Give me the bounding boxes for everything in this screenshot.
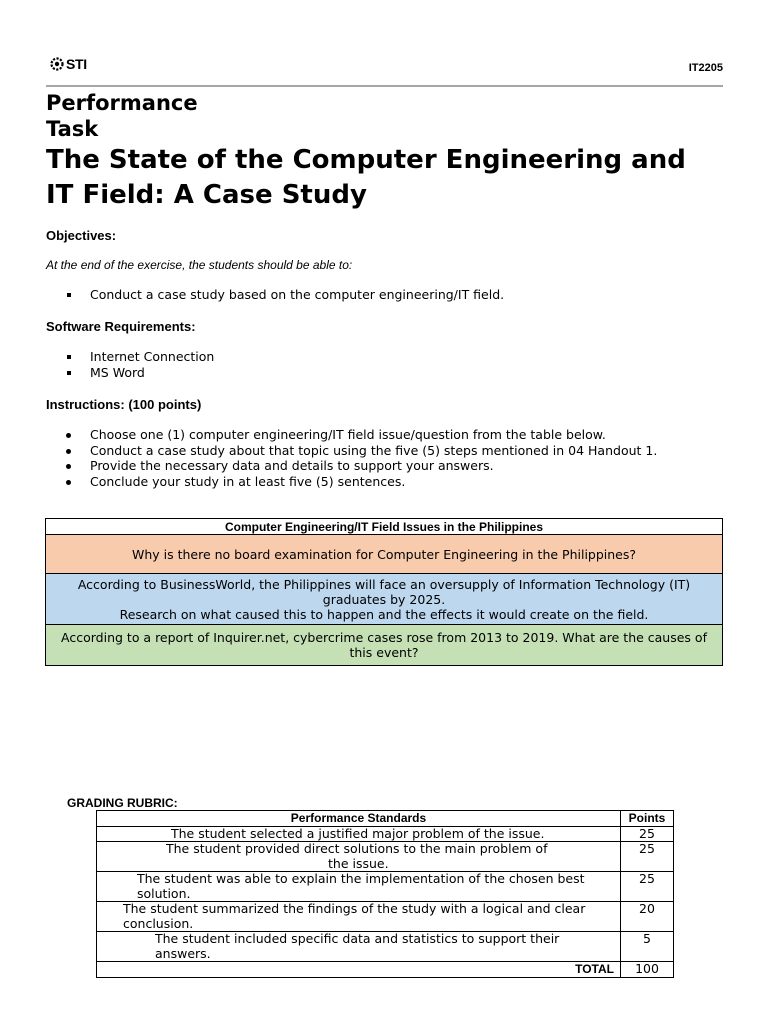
issue-text: Research on what caused this to happen and the effects it would create on the field. — [119, 606, 649, 622]
table-row — [46, 625, 723, 666]
issue-text: According to a report of Inquirer.net, cybercrime cases rose from 2013 to 2019. What are the causes of — [61, 630, 707, 645]
grading-rubric-table — [96, 810, 674, 978]
points-cell: 25 — [621, 826, 674, 842]
software-requirements-list — [62, 349, 214, 380]
standard-cell — [97, 872, 621, 902]
list-item: Choose one (1) computer engineering/IT field issue/question from the table below. — [62, 427, 657, 443]
issues-table-header-row — [46, 519, 723, 535]
points-column-header: Points — [621, 811, 674, 827]
standard-text: The student was able to explain the implementation of the chosen best — [137, 871, 585, 886]
standards-column-header: Performance Standards — [97, 811, 621, 827]
standard-text: The student summarized the findings of the study with a logical and clear — [123, 901, 586, 916]
document-title-line: IT Field: A Case Study — [46, 180, 367, 210]
standard-text: conclusion. — [123, 915, 194, 931]
issue-text: According to BusinessWorld, the Philippines will face an oversupply of Information Technology (IT) — [77, 576, 691, 592]
objectives-intro: At the end of the exercise, the students should be able to: — [46, 258, 353, 272]
instructions-list — [62, 427, 657, 489]
document-title-line: The State of the Computer Engineering and — [46, 145, 686, 175]
list-item: Internet Connection — [62, 349, 214, 365]
standard-text: answers. — [155, 945, 211, 961]
document-type — [46, 90, 246, 142]
page-header — [46, 56, 723, 78]
table-row — [46, 574, 723, 625]
list-item: Conduct a case study about that topic using the five (5) steps mentioned in 04 Handout 1. — [62, 443, 657, 459]
table-row — [97, 932, 674, 962]
points-cell: 25 — [621, 842, 674, 872]
instructions-heading: Instructions: (100 points) — [46, 397, 202, 412]
table-row — [97, 842, 674, 872]
sti-logo-icon — [50, 57, 64, 71]
issue-cell-it-oversupply — [46, 574, 723, 625]
document-title — [46, 143, 726, 213]
points-cell: 25 — [621, 872, 674, 902]
software-requirements-heading: Software Requirements: — [46, 319, 196, 334]
issue-text: graduates by 2025. — [322, 591, 446, 607]
objectives-list — [62, 287, 504, 303]
standard-text: The student included specific data and statistics to support their — [155, 931, 560, 946]
standard-text: The student selected a justified major problem of the issue. — [171, 825, 545, 841]
list-item: MS Word — [62, 365, 214, 381]
sti-logo — [50, 56, 87, 72]
table-row — [97, 872, 674, 902]
rubric-total-row — [97, 962, 674, 978]
standard-text: solution. — [137, 885, 191, 901]
course-code: IT2205 — [688, 62, 723, 74]
issue-cell-cybercrime — [46, 625, 723, 666]
issue-text: this event? — [349, 645, 419, 660]
issue-cell-board-exam — [46, 535, 723, 574]
document-type-line: Performance — [46, 91, 198, 115]
header-divider — [46, 85, 723, 87]
issues-table-header: Computer Engineering/IT Field Issues in the Philippines — [46, 519, 723, 535]
issues-table — [45, 518, 723, 666]
list-item: Conclude your study in at least five (5) sentences. — [62, 474, 657, 490]
list-item: Conduct a case study based on the computer engineering/IT field. — [62, 287, 504, 303]
grading-rubric-heading: GRADING RUBRIC: — [67, 796, 178, 810]
standard-text: The student provided direct solutions to the main problem of — [166, 841, 548, 856]
table-row — [97, 826, 674, 842]
list-item: Provide the necessary data and details to support your answers. — [62, 458, 657, 474]
standard-cell — [97, 826, 621, 842]
standard-cell — [97, 842, 621, 872]
total-points: 100 — [621, 962, 674, 978]
logo-text: STI — [66, 56, 87, 72]
total-label: TOTAL — [97, 962, 621, 978]
standard-cell — [97, 932, 621, 962]
points-cell: 5 — [621, 932, 674, 962]
document-type-line: Task — [46, 117, 99, 141]
objectives-heading: Objectives: — [46, 228, 117, 243]
table-row — [97, 902, 674, 932]
points-cell: 20 — [621, 902, 674, 932]
table-row — [46, 535, 723, 574]
issue-text: Why is there no board examination for Computer Engineering in the Philippines? — [131, 546, 637, 562]
standard-text: the issue. — [328, 855, 389, 871]
standard-cell — [97, 902, 621, 932]
rubric-header-row — [97, 811, 674, 827]
